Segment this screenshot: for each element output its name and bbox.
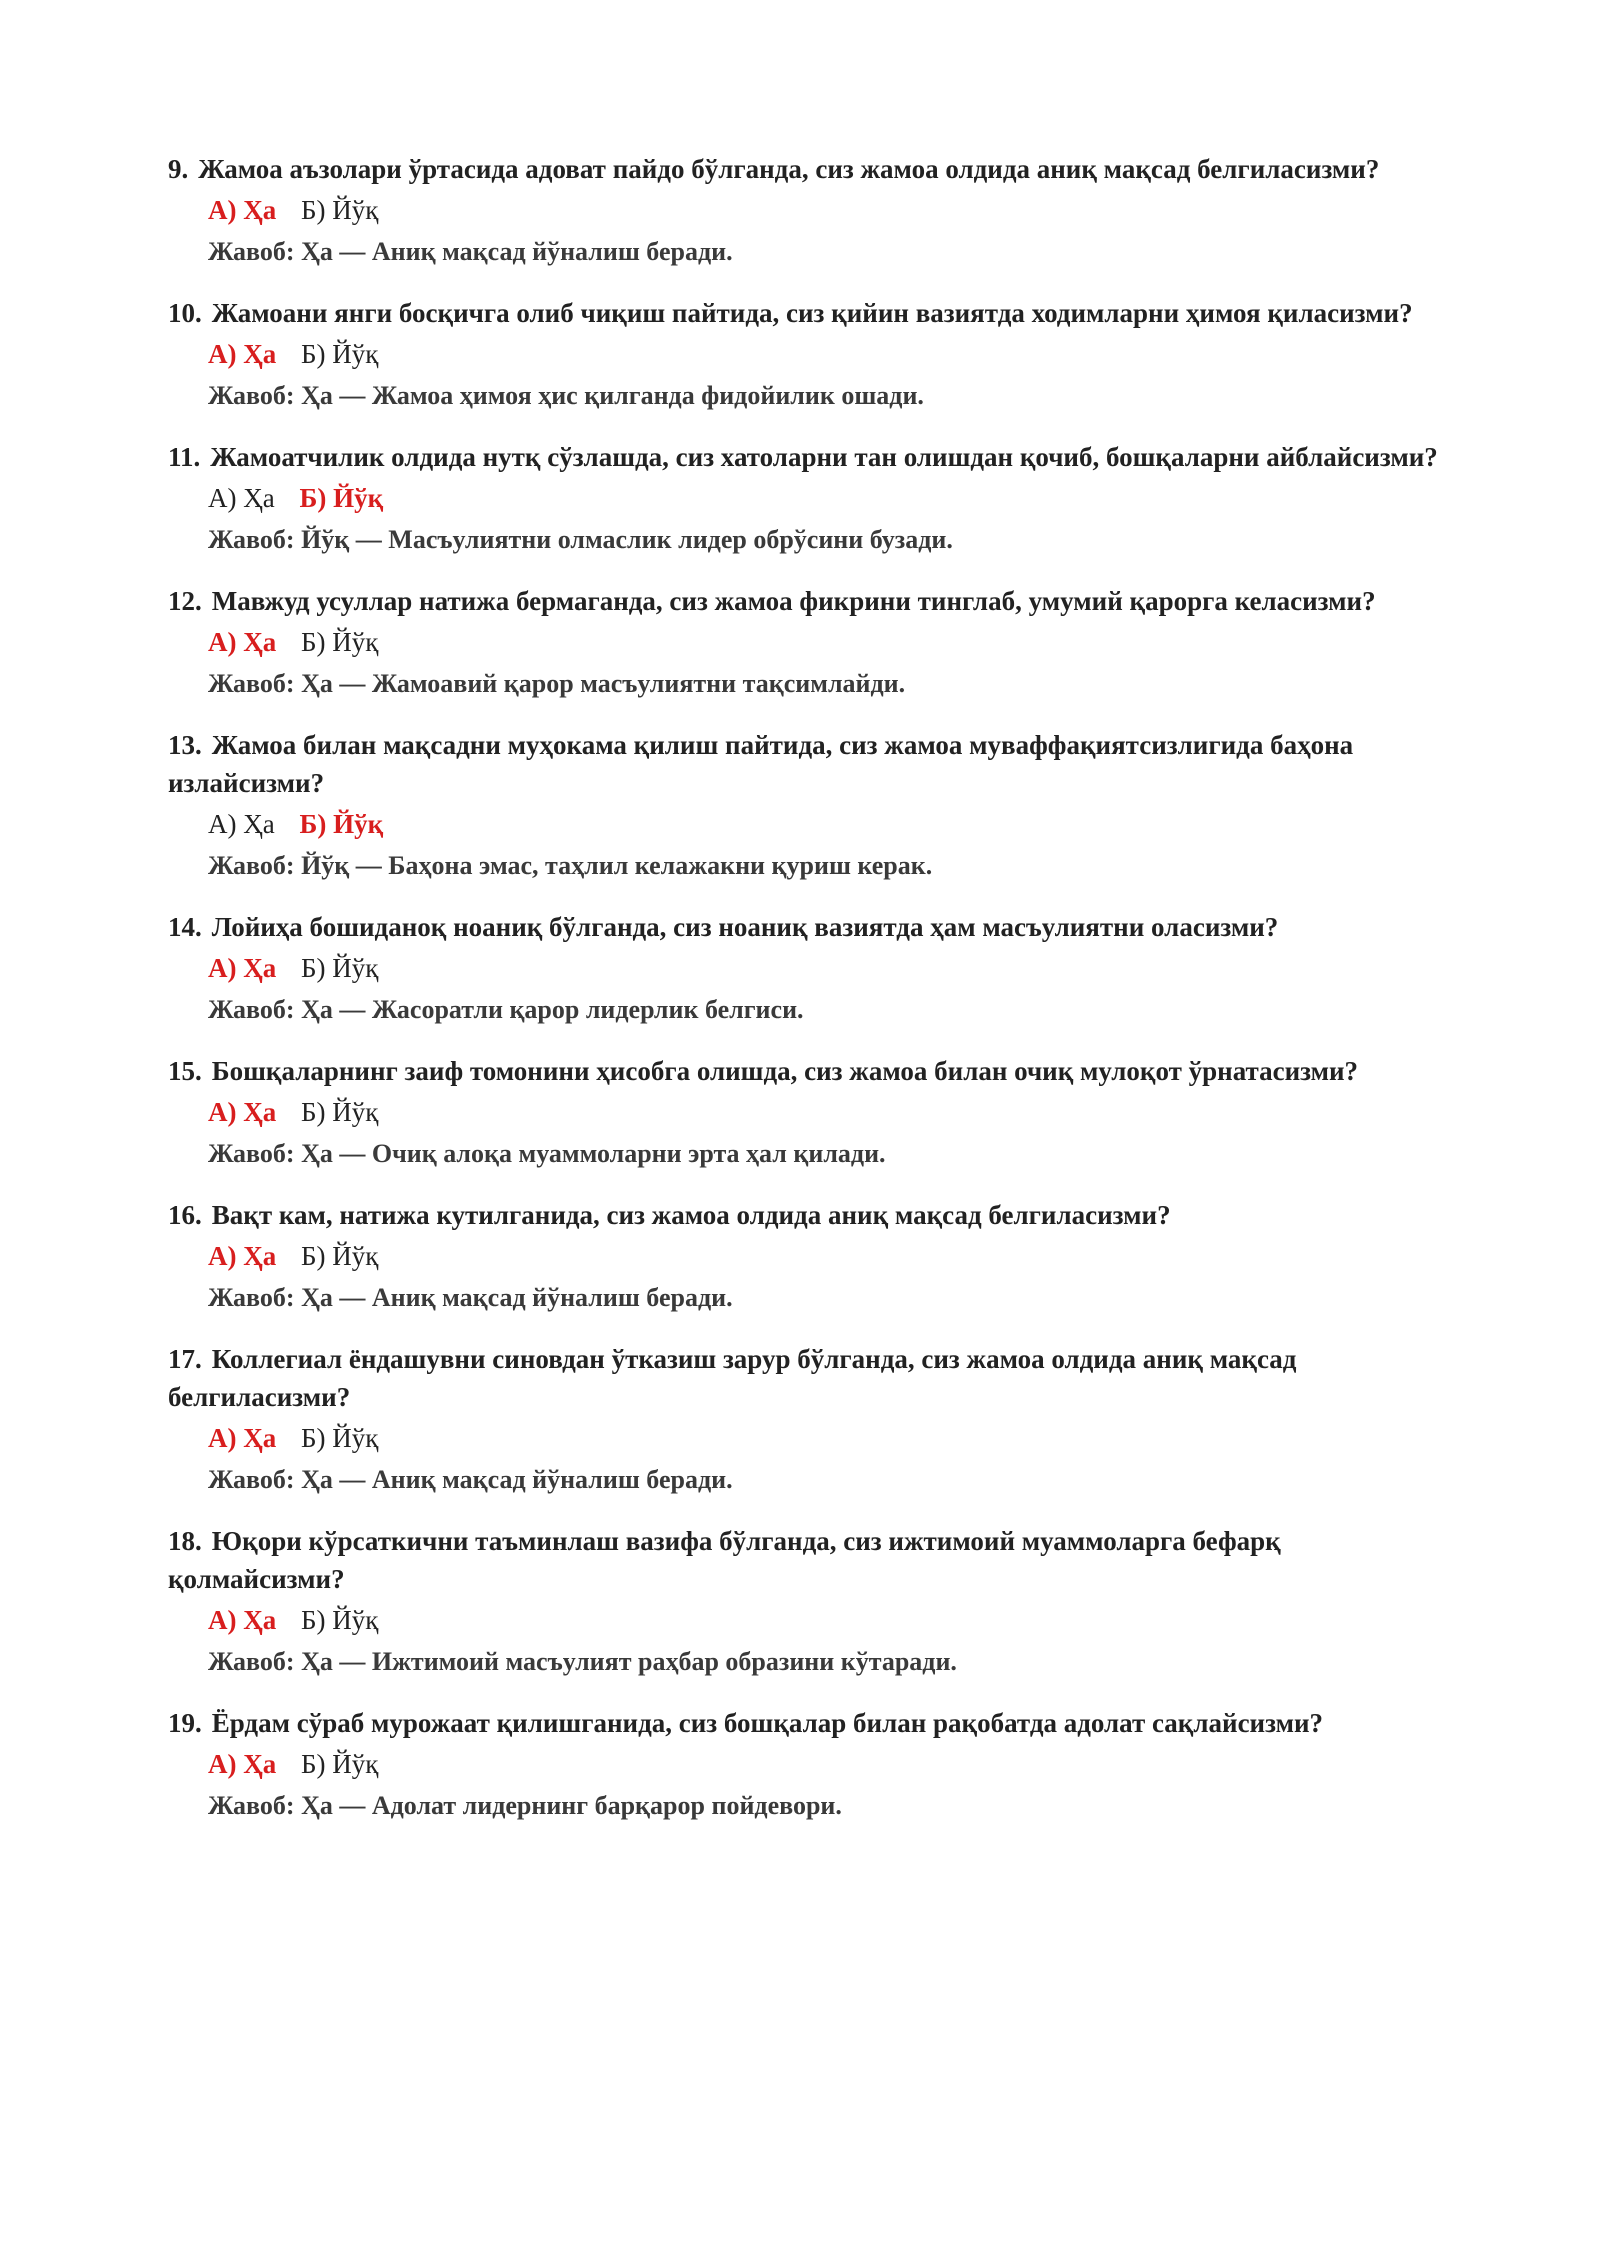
option-b[interactable]: Б) Йўқ [301, 195, 379, 225]
question-number: 13. [168, 730, 202, 760]
question-number: 18. [168, 1526, 202, 1556]
option-b[interactable]: Б) Йўқ [301, 1423, 379, 1453]
question-text [168, 438, 1438, 476]
option-a[interactable]: А) Ҳа [208, 1423, 277, 1453]
option-a[interactable]: А) Ҳа [208, 1605, 277, 1635]
question-block [168, 294, 1438, 416]
answer-options [208, 620, 1438, 664]
answer-explanation: Жавоб: Ҳа — Жамоавий қарор масъулиятни тақсимлайди. [208, 669, 906, 698]
question-text [168, 908, 1438, 946]
option-a[interactable]: А) Ҳа [208, 1241, 277, 1271]
question-number: 12. [168, 586, 202, 616]
question-number: 16. [168, 1200, 202, 1230]
answer-options [208, 476, 1438, 520]
answer-explanation: Жавоб: Йўқ — Баҳона эмас, таҳлил келажакни қуриш керак. [208, 851, 933, 880]
answer-options [208, 1742, 1438, 1786]
question-text [168, 150, 1438, 188]
question-number: 15. [168, 1056, 202, 1086]
question-text [168, 1704, 1438, 1742]
question-text [168, 582, 1438, 620]
question-body: Жамоа билан мақсадни муҳокама қилиш пайтида, сиз жамоа муваффақиятсизлигида баҳона излайсизми? [168, 730, 1354, 798]
question-body: Лойиҳа бошиданоқ ноаниқ бўлганда, сиз ноаниқ вазиятда ҳам масъулиятни оласизми? [211, 912, 1279, 942]
option-b[interactable]: Б) Йўқ [301, 953, 379, 983]
question-number: 17. [168, 1344, 202, 1374]
question-block [168, 150, 1438, 272]
question-block [168, 438, 1438, 560]
answer-explanation: Жавоб: Ҳа — Аниқ мақсад йўналиш беради. [208, 237, 733, 266]
option-a[interactable]: А) Ҳа [208, 339, 277, 369]
question-body: Жамоа аъзолари ўртасида адоват пайдо бўлганда, сиз жамоа олдида аниқ мақсад белгиласизми? [198, 154, 1380, 184]
question-number: 19. [168, 1708, 202, 1738]
answer-options [208, 1234, 1438, 1278]
answer-options [208, 802, 1438, 846]
question-list [168, 150, 1438, 1826]
answer-options [208, 946, 1438, 990]
answer-explanation: Жавоб: Ҳа — Жасоратли қарор лидерлик белгиси. [208, 995, 804, 1024]
option-a[interactable]: А) Ҳа [208, 809, 275, 839]
answer-explanation: Жавоб: Йўқ — Масъулиятни олмаслик лидер обрўсини бузади. [208, 525, 953, 554]
option-a[interactable]: А) Ҳа [208, 1749, 277, 1779]
question-body: Ёрдам сўраб мурожаат қилишганида, сиз бошқалар билан рақобатда адолат сақлайсизми? [211, 1708, 1324, 1738]
answer-options [208, 1598, 1438, 1642]
answer-explanation: Жавоб: Ҳа — Аниқ мақсад йўналиш беради. [208, 1283, 733, 1312]
question-block [168, 908, 1438, 1030]
answer-explanation: Жавоб: Ҳа — Жамоа ҳимоя ҳис қилганда фидойилик ошади. [208, 381, 924, 410]
option-b[interactable]: Б) Йўқ [301, 339, 379, 369]
option-a[interactable]: А) Ҳа [208, 627, 277, 657]
question-block [168, 1052, 1438, 1174]
option-a[interactable]: А) Ҳа [208, 483, 275, 513]
question-text [168, 294, 1438, 332]
question-text [168, 1052, 1438, 1090]
option-b[interactable]: Б) Йўқ [299, 809, 384, 839]
option-a[interactable]: А) Ҳа [208, 1097, 277, 1127]
question-body: Мавжуд усуллар натижа бермаганда, сиз жамоа фикрини тинглаб, умумий қарорга келасизми? [211, 586, 1376, 616]
question-number: 14. [168, 912, 202, 942]
question-block [168, 1340, 1438, 1500]
question-body: Юқори кўрсаткични таъминлаш вазифа бўлганда, сиз ижтимоий муаммоларга бефарқ қолмайсизми? [168, 1526, 1281, 1594]
answer-explanation: Жавоб: Ҳа — Аниқ мақсад йўналиш беради. [208, 1465, 733, 1494]
question-block [168, 1704, 1438, 1826]
document-page [168, 150, 1438, 1848]
answer-options [208, 1416, 1438, 1460]
question-number: 10. [168, 298, 202, 328]
question-number: 11. [168, 442, 201, 472]
option-b[interactable]: Б) Йўқ [301, 1749, 379, 1779]
question-block [168, 726, 1438, 886]
option-b[interactable]: Б) Йўқ [301, 1241, 379, 1271]
question-block [168, 1522, 1438, 1682]
question-body: Бошқаларнинг заиф томонини ҳисобга олишда, сиз жамоа билан очиқ мулоқот ўрнатасизми? [211, 1056, 1359, 1086]
question-body: Коллегиал ёндашувни синовдан ўтказиш зарур бўлганда, сиз жамоа олдида аниқ мақсад белгиласизми? [168, 1344, 1297, 1412]
answer-explanation: Жавоб: Ҳа — Адолат лидернинг барқарор пойдевори. [208, 1791, 842, 1820]
option-b[interactable]: Б) Йўқ [301, 627, 379, 657]
option-b[interactable]: Б) Йўқ [299, 483, 384, 513]
question-text [168, 1340, 1438, 1416]
question-text [168, 1196, 1438, 1234]
question-text [168, 1522, 1438, 1598]
question-block [168, 582, 1438, 704]
answer-options [208, 332, 1438, 376]
question-body: Жамоатчилик олдида нутқ сўзлашда, сиз хатоларни тан олишдан қочиб, бошқаларни айблайсизми? [210, 442, 1438, 472]
question-block [168, 1196, 1438, 1318]
question-body: Вақт кам, натижа кутилганида, сиз жамоа олдида аниқ мақсад белгиласизми? [211, 1200, 1171, 1230]
answer-options [208, 1090, 1438, 1134]
option-b[interactable]: Б) Йўқ [301, 1097, 379, 1127]
question-number: 9. [168, 154, 189, 184]
answer-explanation: Жавоб: Ҳа — Очиқ алоқа муаммоларни эрта ҳал қилади. [208, 1139, 886, 1168]
answer-explanation: Жавоб: Ҳа — Ижтимоий масъулият раҳбар образини кўтаради. [208, 1647, 957, 1676]
question-text [168, 726, 1438, 802]
option-a[interactable]: А) Ҳа [208, 195, 277, 225]
answer-options [208, 188, 1438, 232]
question-body: Жамоани янги босқичга олиб чиқиш пайтида, сиз қийин вазиятда ходимларни ҳимоя қиласизми? [211, 298, 1413, 328]
option-b[interactable]: Б) Йўқ [301, 1605, 379, 1635]
option-a[interactable]: А) Ҳа [208, 953, 277, 983]
